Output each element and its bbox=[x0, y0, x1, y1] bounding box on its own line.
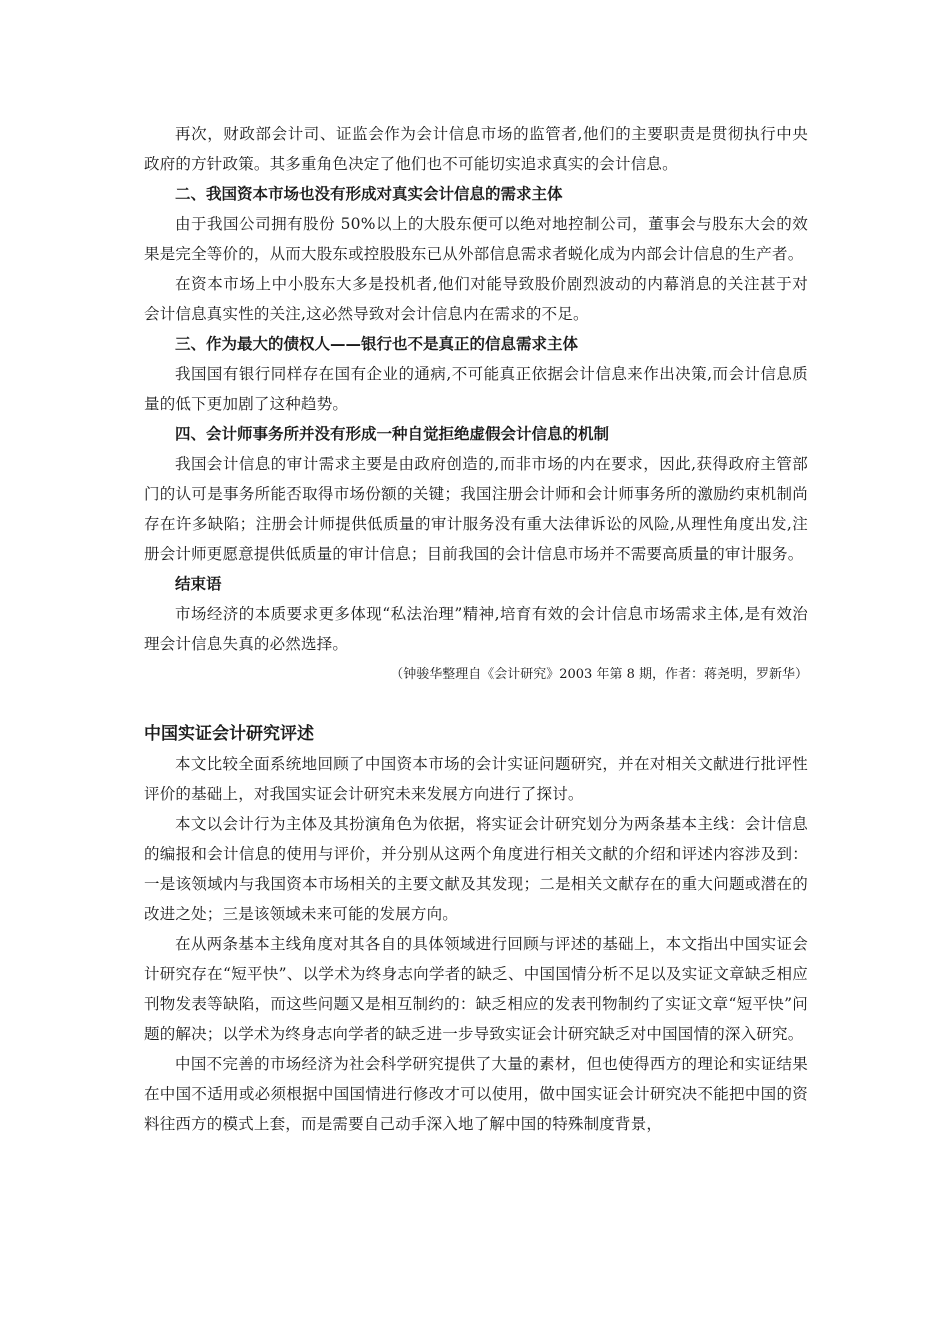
paragraph-audit-firms: 我国会计信息的审计需求主要是由政府创造的,而非市场的内在要求，因此,获得政府主管部门的认可是事务所能否取得市场份额的关键；我国注册会计师和会计师事务所的激励约束机制尚存在许多缺陷；注册会计师提供低质量的审计服务没有重大法律诉讼的风险,从理性角度出发,注册会计师更愿意提供低质量的审计信息；目前我国的会计信息市场并不需要高质量的审计服务。 bbox=[144, 455, 808, 563]
paragraph-two-main-lines: 本文以会计行为主体及其扮演角色为依据，将实证会计研究划分为两条基本主线：会计信息的编报和会计信息的使用与评价，并分别从这两个角度进行相关文献的介绍和评述内容涉及到：一是该领域内与我国资本市场相关的主要文献及其发现；二是相关文献存在的重大问题或潜在的改进之处；三是该领域未来可能的发展方向。 bbox=[144, 815, 808, 923]
section-heading-3: 三、作为最大的债权人——银行也不是真正的信息需求主体 bbox=[175, 335, 579, 353]
article-title: 中国实证会计研究评述 bbox=[144, 724, 314, 744]
conclusion-heading: 结束语 bbox=[175, 575, 222, 593]
document-page bbox=[144, 119, 808, 1139]
section-heading-4: 四、会计师事务所并没有形成一种自觉拒绝虚假会计信息的机制 bbox=[175, 425, 610, 443]
source-citation: （钟骏华整理自《会计研究》2003 年第 8 期，作者：蒋尧明，罗新华） bbox=[390, 667, 808, 682]
paragraph-major-shareholders: 由于我国公司拥有股份 50%以上的大股东便可以绝对地控制公司，董事会与股东大会的效果是完全等价的，从而大股东或控股股东已从外部信息需求者蜕化成为内部会计信息的生产者。 bbox=[144, 215, 808, 263]
paragraph-minor-shareholders: 在资本市场上中小股东大多是投机者,他们对能导致股价剧烈波动的内幕消息的关注甚于对会计信息真实性的关注,这必然导致对会计信息内在需求的不足。 bbox=[144, 275, 808, 323]
paragraph-regulators: 再次，财政部会计司、证监会作为会计信息市场的监管者,他们的主要职责是贯彻执行中央政府的方针政策。其多重角色决定了他们也不可能切实追求真实的会计信息。 bbox=[144, 125, 808, 173]
paragraph-banks: 我国国有银行同样存在国有企业的通病,不可能真正依据会计信息来作出决策,而会计信息质量的低下更加剧了这种趋势。 bbox=[144, 365, 808, 413]
paragraph-conclusion: 市场经济的本质要求更多体现“私法治理”精神,培育有效的会计信息市场需求主体,是有效治理会计信息失真的必然选择。 bbox=[144, 605, 808, 653]
paragraph-defects: 在从两条基本主线角度对其各自的具体领域进行回顾与评述的基础上，本文指出中国实证会计研究存在“短平快”、以学术为终身志向学者的缺乏、中国国情分析不足以及实证文章缺乏相应刊物发表等缺陷，而这些问题又是相互制约的：缺乏相应的发表刊物制约了实证文章“短平快”问题的解决；以学术为终身志向学者的缺乏进一步导致实证会计研究缺乏对中国国情的深入研究。 bbox=[144, 935, 808, 1043]
paragraph-review-intro: 本文比较全面系统地回顾了中国资本市场的会计实证问题研究，并在对相关文献进行批评性评价的基础上，对我国实证会计研究未来发展方向进行了探讨。 bbox=[144, 755, 808, 803]
section-heading-2: 二、我国资本市场也没有形成对真实会计信息的需求主体 bbox=[175, 185, 563, 203]
paragraph-china-context: 中国不完善的市场经济为社会科学研究提供了大量的素材，但也使得西方的理论和实证结果在中国不适用或必须根据中国国情进行修改才可以使用，做中国实证会计研究决不能把中国的资料往西方的模式上套，而是需要自己动手深入地了解中国的特殊制度背景， bbox=[144, 1055, 808, 1133]
